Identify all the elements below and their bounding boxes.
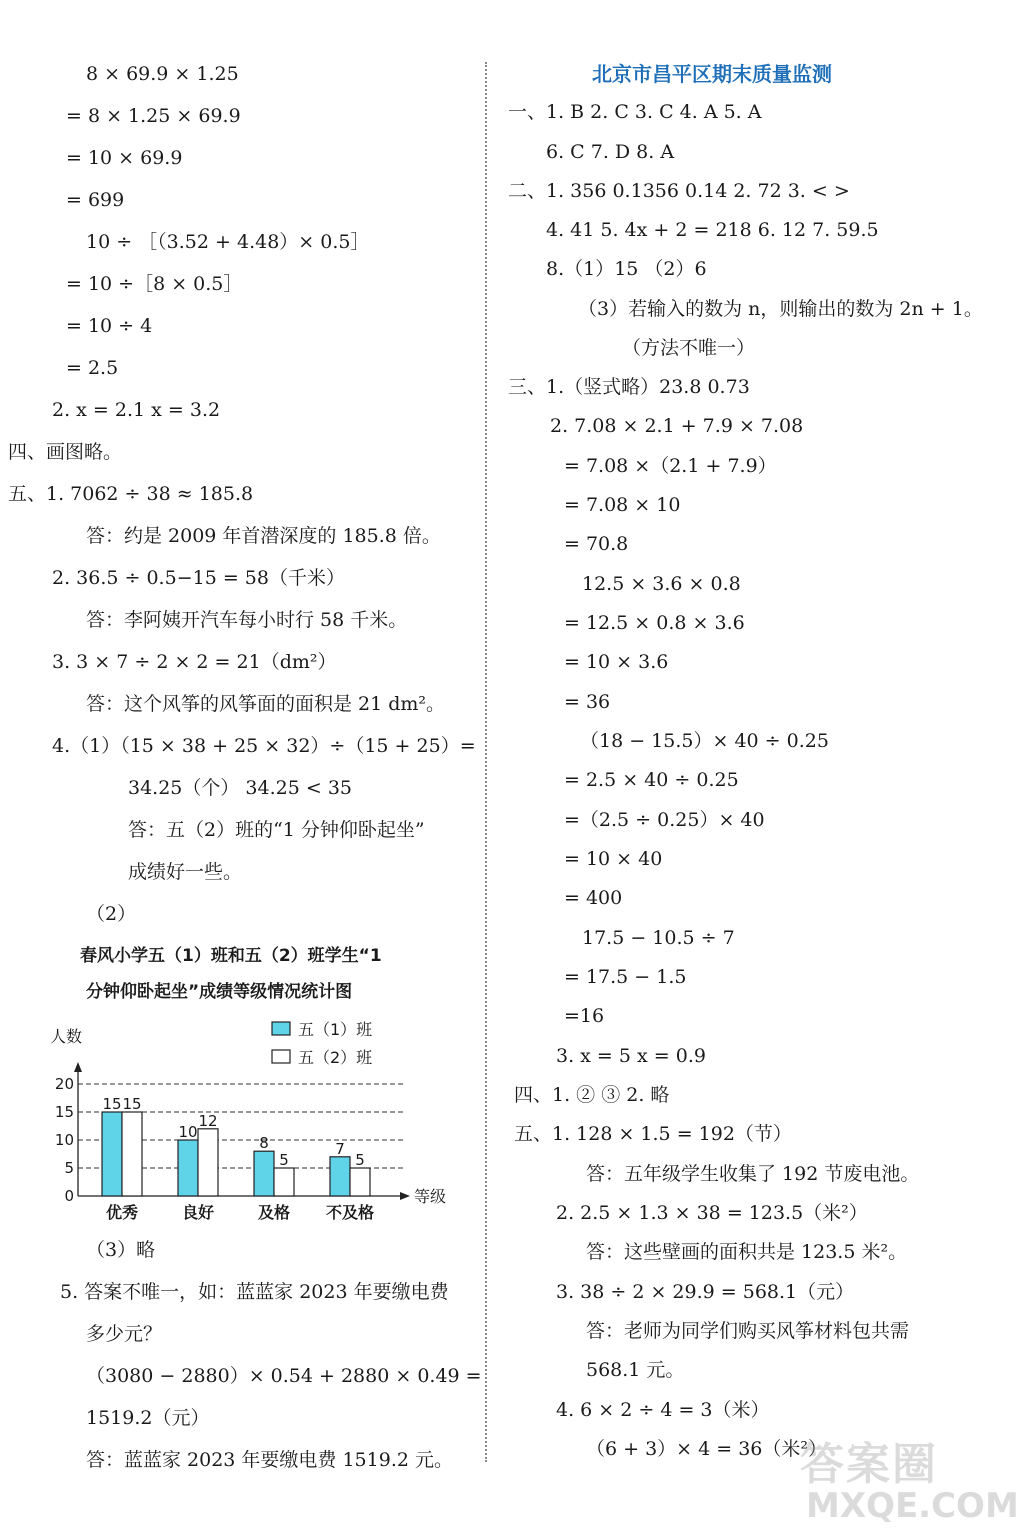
right-line: 五、1. 128 × 1.5 = 192（节） — [514, 1123, 792, 1145]
right-line: = 70.8 — [564, 533, 629, 555]
legend-label: 五（2）班 — [298, 1048, 373, 1067]
left-answer: 答：李阿姨开汽车每小时行 58 千米。 — [86, 609, 408, 631]
chart-title: 春风小学五（1）班和五（2）班学生“1 — [80, 946, 382, 966]
y-tick-label: 20 — [54, 1075, 74, 1093]
right-line: 4. 6 × 2 ÷ 4 = 3（米） — [556, 1399, 770, 1421]
left-line: = 699 — [66, 189, 125, 211]
right-line: 8.（1）15 （2）6 — [546, 258, 707, 280]
left-line: （2） — [86, 903, 137, 925]
x-tick-label: 及格 — [257, 1203, 291, 1222]
legend-label: 五（1）班 — [298, 1020, 373, 1039]
right-line: 2. 7.08 × 2.1 + 7.9 × 7.08 — [550, 415, 804, 437]
chart-title: 分钟仰卧起坐”成绩等级情况统计图 — [86, 982, 353, 1002]
bar — [102, 1112, 122, 1196]
right-line: 一、1. B 2. C 3. C 4. A 5. A — [508, 101, 762, 123]
bar-value-label: 5 — [355, 1151, 365, 1169]
left-line: 10 ÷ ［（3.52 + 4.48）× 0.5］ — [86, 231, 370, 253]
bar-value-label: 15 — [102, 1095, 122, 1113]
bar — [254, 1151, 274, 1196]
bar-value-label: 12 — [198, 1111, 218, 1130]
left-answer: 答：这个风筝的风筝面的面积是 21 dm²。 — [86, 693, 446, 715]
left-line: 3. 3 × 7 ÷ 2 × 2 = 21（dm²） — [52, 651, 337, 673]
bar — [178, 1140, 198, 1196]
right-line: 3. 38 ÷ 2 × 29.9 = 568.1（元） — [556, 1281, 855, 1303]
right-line: 三、1.（竖式略）23.8 0.73 — [508, 376, 750, 398]
right-line: =（2.5 ÷ 0.25）× 40 — [564, 809, 765, 831]
bar — [122, 1112, 142, 1196]
left-line: （3）略 — [86, 1239, 156, 1261]
watermark-logo — [790, 1428, 1019, 1536]
right-line: 3. x = 5 x = 0.9 — [556, 1045, 706, 1067]
right-answer: 答：这些壁画的面积共是 123.5 米²。 — [586, 1241, 908, 1263]
left-line: = 2.5 — [66, 357, 119, 379]
right-line: = 36 — [564, 691, 611, 713]
legend-swatch — [272, 1050, 290, 1063]
left-line: 4.（1）（15 × 38 + 25 × 32）÷（15 + 25）= — [52, 735, 476, 757]
bar — [274, 1168, 294, 1196]
right-line: = 2.5 × 40 ÷ 0.25 — [564, 769, 739, 791]
right-line: （3）若输入的数为 n，则输出的数为 2n + 1。 — [578, 298, 983, 320]
right-line: 17.5 − 10.5 ÷ 7 — [582, 927, 735, 949]
right-line: = 7.08 × 10 — [564, 494, 681, 516]
y-axis-label: 人数 — [50, 1027, 83, 1046]
right-line: 2. 2.5 × 1.3 × 38 = 123.5（米²） — [556, 1202, 868, 1224]
watermark-url: MXQE.COM — [806, 1486, 1019, 1526]
bar — [198, 1129, 218, 1196]
y-tick-label: 0 — [64, 1187, 74, 1205]
section-title: 北京市昌平区期末质量监测 — [592, 62, 832, 86]
right-line: 4. 41 5. 4x + 2 = 218 6. 12 7. 59.5 — [546, 219, 879, 241]
y-tick-label: 15 — [54, 1103, 74, 1121]
bar-value-label: 15 — [122, 1095, 142, 1113]
left-answer: 答：五（2）班的“1 分钟仰卧起坐” — [128, 819, 425, 841]
right-line: 12.5 × 3.6 × 0.8 — [582, 573, 741, 595]
right-line: = 400 — [564, 887, 623, 909]
left-line: （3080 − 2880）× 0.54 + 2880 × 0.49 = — [86, 1365, 482, 1387]
column-divider — [485, 62, 487, 1462]
left-line: 四、画图略。 — [8, 441, 123, 463]
left-line: 2. x = 2.1 x = 3.2 — [52, 399, 221, 421]
right-line: 6. C 7. D 8. A — [546, 141, 675, 163]
bar-value-label: 5 — [279, 1151, 289, 1169]
right-line: （方法不唯一） — [622, 337, 756, 359]
y-tick-label: 5 — [64, 1159, 74, 1177]
bar — [330, 1157, 350, 1196]
left-line: = 8 × 1.25 × 69.9 — [66, 105, 241, 127]
left-line: 1519.2（元） — [86, 1407, 210, 1429]
left-line: 2. 36.5 ÷ 0.5−15 = 58（千米） — [52, 567, 345, 589]
left-answer: 答：蓝蓝家 2023 年要缴电费 1519.2 元。 — [86, 1449, 453, 1471]
legend-swatch — [272, 1022, 290, 1035]
right-line: = 7.08 ×（2.1 + 7.9） — [564, 455, 777, 477]
watermark-text: 答案圈 — [800, 1439, 938, 1490]
bar-value-label: 7 — [335, 1139, 345, 1158]
right-line: 四、1. ② ③ 2. 略 — [514, 1084, 670, 1106]
x-axis-arrow — [400, 1192, 410, 1200]
right-line: （18 − 15.5）× 40 ÷ 0.25 — [580, 730, 829, 752]
left-answer: 答：约是 2009 年首潜深度的 185.8 倍。 — [86, 525, 441, 547]
right-line: = 10 × 40 — [564, 848, 663, 870]
bar-chart — [40, 1018, 460, 1230]
right-line: 二、1. 356 0.1356 0.14 2. 72 3. < > — [508, 180, 850, 202]
left-line: = 10 ÷ 4 — [66, 315, 153, 337]
x-axis-label: 等级 — [414, 1187, 447, 1206]
left-line: 成绩好一些。 — [128, 861, 243, 883]
right-line: （6 + 3）× 4 = 36（米²） — [586, 1438, 828, 1460]
y-tick-label: 10 — [54, 1131, 74, 1149]
left-line: = 10 × 69.9 — [66, 147, 183, 169]
right-line: = 17.5 − 1.5 — [564, 966, 687, 988]
left-line: 5. 答案不唯一，如：蓝蓝家 2023 年要缴电费 — [60, 1281, 449, 1303]
right-answer: 答：五年级学生收集了 192 节废电池。 — [586, 1163, 920, 1185]
right-line: = 10 × 3.6 — [564, 651, 669, 673]
right-line: 568.1 元。 — [586, 1359, 685, 1381]
right-answer: 答：老师为同学们购买风筝材料包共需 — [586, 1320, 910, 1342]
bar — [350, 1168, 370, 1196]
x-tick-label: 不及格 — [325, 1203, 375, 1222]
left-line: 34.25（个） 34.25 < 35 — [128, 777, 353, 799]
left-line: 多少元？ — [86, 1323, 163, 1345]
x-tick-label: 优秀 — [105, 1203, 139, 1222]
bar-value-label: 8 — [259, 1134, 269, 1153]
bar-value-label: 10 — [178, 1123, 198, 1141]
left-line: = 10 ÷［8 × 0.5］ — [66, 273, 243, 295]
y-axis-arrow — [74, 1062, 82, 1072]
right-line: = 12.5 × 0.8 × 3.6 — [564, 612, 745, 634]
right-line: =16 — [564, 1005, 605, 1027]
left-line: 五、1. 7062 ÷ 38 ≈ 185.8 — [8, 483, 254, 505]
left-line: 8 × 69.9 × 1.25 — [86, 63, 239, 85]
x-tick-label: 良好 — [181, 1203, 215, 1222]
